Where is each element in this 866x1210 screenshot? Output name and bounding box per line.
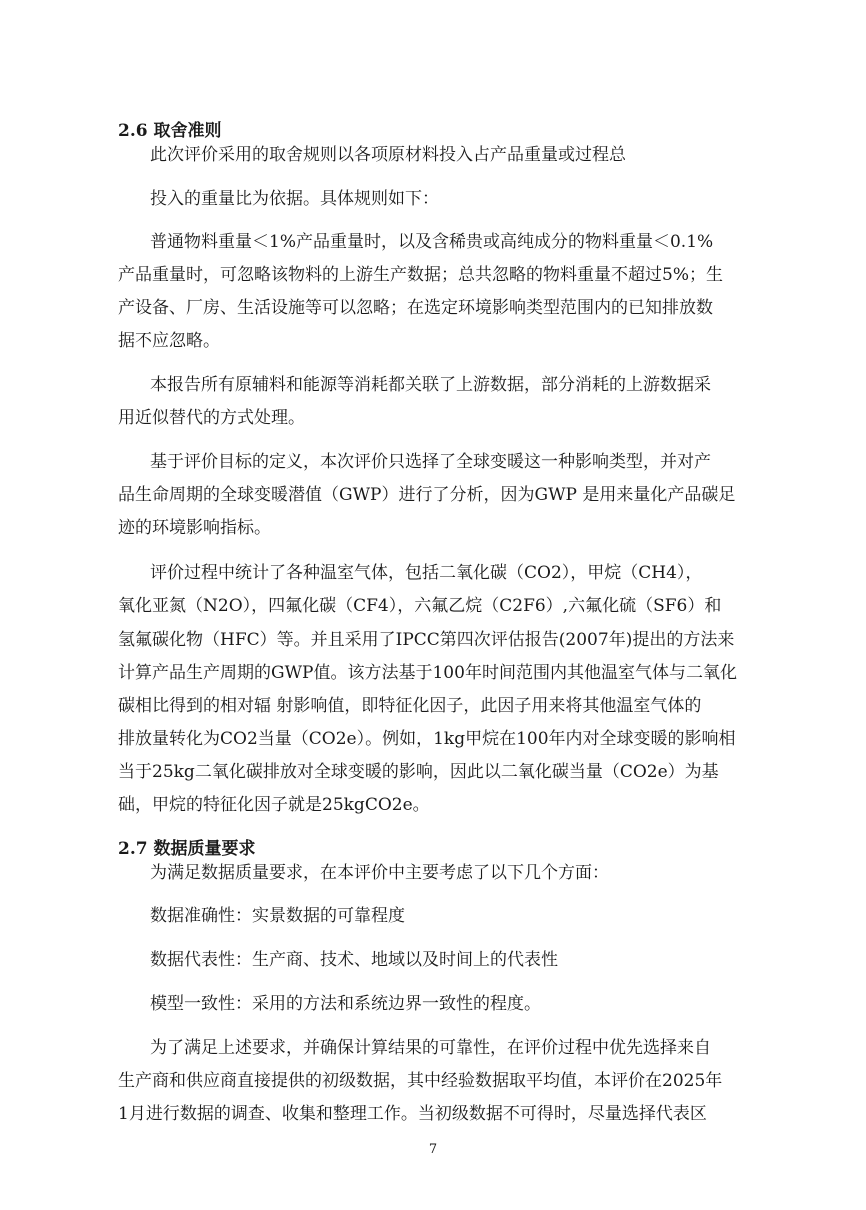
paragraph-line: 模型一致性：采用的方法和系统边界一致性的程度。 <box>150 994 541 1014</box>
paragraph-line: 投入的重量比为依据。具体规则如下： <box>150 189 439 209</box>
paragraph-line: 当于25kg二氧化碳排放对全球变暖的影响，因此以二氧化碳当量（CO2e）为基 <box>118 762 719 782</box>
paragraph-line: 1月进行数据的调查、收集和整理工作。当初级数据不可得时，尽量选择代表区 <box>118 1104 707 1124</box>
paragraph-line: 数据准确性：实景数据的可靠程度 <box>150 906 405 926</box>
paragraph-line: 用近似替代的方式处理。 <box>118 408 305 428</box>
paragraph-line: 本报告所有原辅料和能源等消耗都关联了上游数据，部分消耗的上游数据采 <box>150 375 711 395</box>
paragraph-line: 此次评价采用的取舍规则以各项原材料投入占产品重量或过程总 <box>150 145 626 165</box>
section-heading-2-7: 2.7 数据质量要求 <box>118 839 256 859</box>
paragraph-line: 产品重量时，可忽略该物料的上游生产数据；总共忽略的物料重量不超过5%；生 <box>118 265 723 285</box>
paragraph-line: 产设备、厂房、生活设施等可以忽略；在选定环境影响类型范围内的已知排放数 <box>118 298 713 318</box>
paragraph-line: 计算产品生产周期的GWP值。该方法基于100年时间范围内其他温室气体与二氧化 <box>118 663 737 683</box>
paragraph-line: 基于评价目标的定义，本次评价只选择了全球变暖这一种影响类型，并对产 <box>150 452 711 472</box>
paragraph-line: 数据代表性：生产商、技术、地域以及时间上的代表性 <box>150 950 558 970</box>
paragraph-line: 评价过程中统计了各种温室气体，包括二氧化碳（CO2），甲烷（CH4）， <box>150 563 703 583</box>
paragraph-line: 生产商和供应商直接提供的初级数据，其中经验数据取平均值，本评价在2025年 <box>118 1071 723 1091</box>
paragraph-line: 据不应忽略。 <box>118 331 220 351</box>
paragraph-line: 迹的环境影响指标。 <box>118 518 271 538</box>
paragraph-line: 碳相比得到的相对辐 射影响值，即特征化因子，此因子用来将其他温室气体的 <box>118 696 702 716</box>
paragraph-line: 础，甲烷的特征化因子就是25kgCO2e。 <box>118 795 430 815</box>
paragraph-line: 为满足数据质量要求，在本评价中主要考虑了以下几个方面： <box>150 863 609 883</box>
page-number: 7 <box>428 1142 438 1157</box>
paragraph-line: 排放量转化为CO2当量（CO2e）。例如，1kg甲烷在100年内对全球变暖的影响相 <box>118 729 736 749</box>
paragraph-line: 氧化亚氮（N2O），四氟化碳（CF4），六氟乙烷（C2F6）,六氟化硫（SF6）和 <box>118 596 722 616</box>
paragraph-line: 普通物料重量＜1%产品重量时，以及含稀贵或高纯成分的物料重量＜0.1% <box>150 232 714 252</box>
paragraph-line: 为了满足上述要求，并确保计算结果的可靠性，在评价过程中优先选择来自 <box>150 1038 711 1058</box>
paragraph-line: 氢氟碳化物（HFC）等。并且采用了IPCC第四次评估报告(2007年)提出的方法来 <box>118 630 735 650</box>
section-heading-2-6: 2.6 取舍准则 <box>118 121 222 141</box>
paragraph-line: 品生命周期的全球变暖潜值（GWP）进行了分析，因为GWP 是用来量化产品碳足 <box>118 485 736 505</box>
